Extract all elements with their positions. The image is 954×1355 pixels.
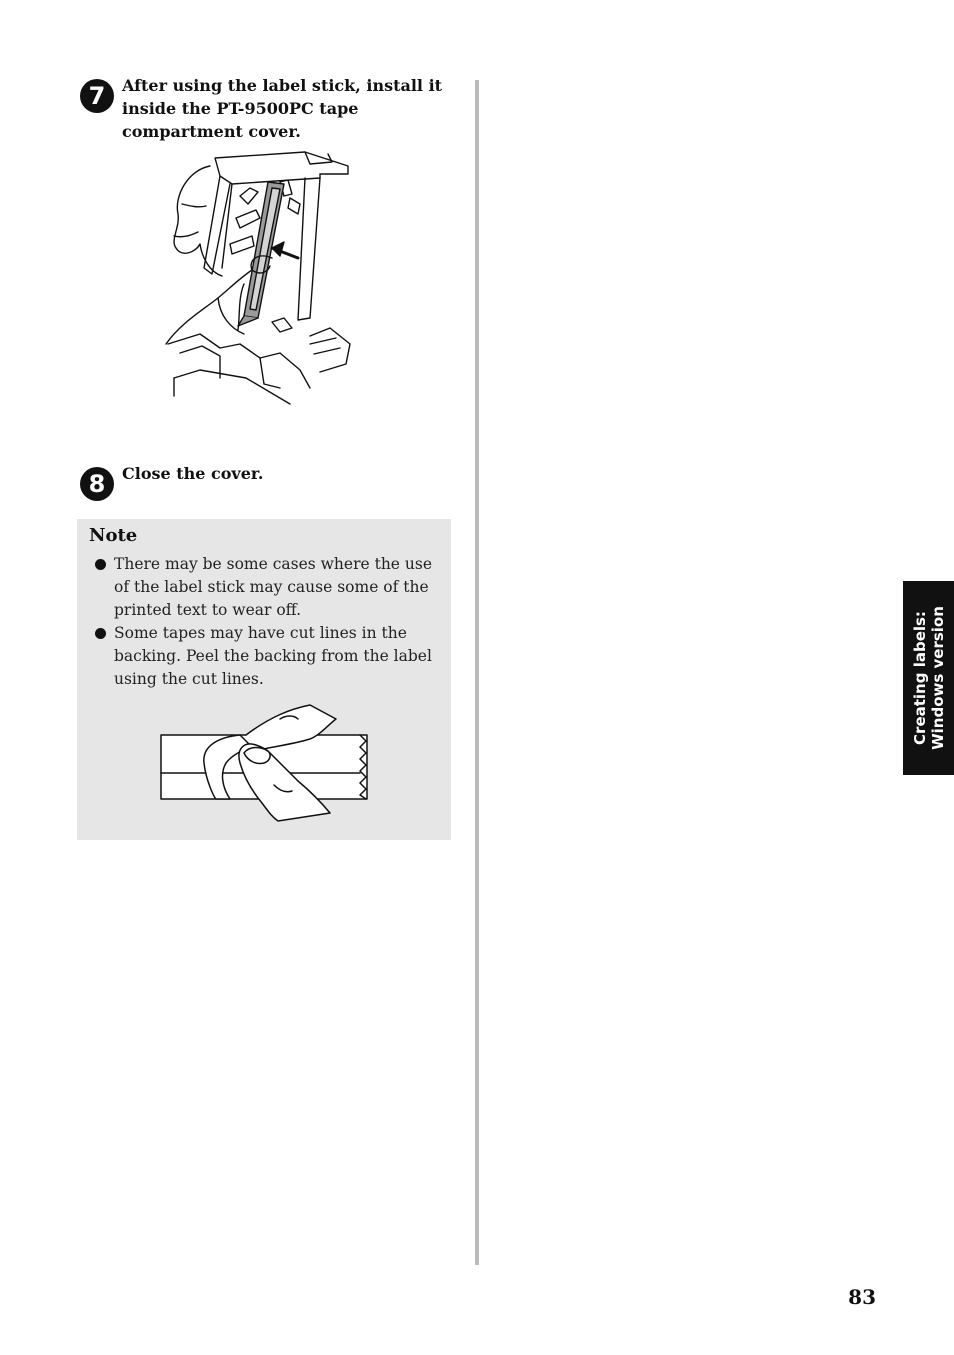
page-number: 83	[848, 1285, 876, 1309]
step-8-number-badge: 8	[80, 467, 114, 501]
step-7-number-badge: 7	[80, 79, 114, 113]
column-divider	[475, 80, 479, 1265]
note-box	[77, 519, 451, 840]
peel-backing-illustration	[160, 701, 370, 826]
chapter-side-tab-line1: Creating labels:	[910, 611, 929, 745]
note-item-text: Some tapes may have cut lines in the backing. Peel the backing from the label using the cut lines.	[114, 624, 432, 688]
step-7-instruction: After using the label stick, install it inside the PT-9500PC tape compartment cover.	[122, 76, 443, 141]
chapter-side-tab	[903, 581, 954, 775]
step-8-instruction: Close the cover.	[122, 464, 264, 483]
chapter-side-tab-label	[911, 606, 947, 750]
bullet-icon	[95, 628, 106, 639]
note-item	[77, 553, 451, 622]
note-item-text: There may be some cases where the use of the label stick may cause some of the printed text to wear off.	[114, 555, 433, 619]
note-list	[77, 553, 451, 691]
note-title: Note	[89, 525, 138, 546]
note-item	[77, 622, 451, 691]
label-stick-install-illustration	[160, 148, 360, 408]
bullet-icon	[95, 559, 106, 570]
chapter-side-tab-line2: Windows version	[928, 606, 947, 750]
